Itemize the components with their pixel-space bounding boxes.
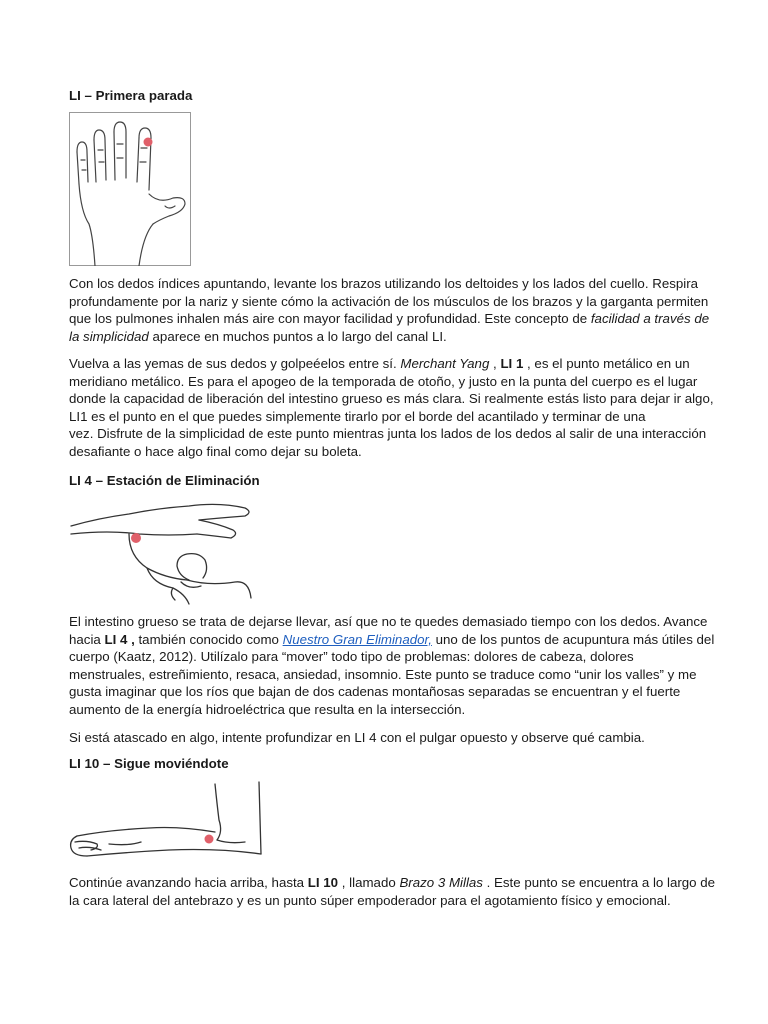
text-line: donde la capacidad de liberación del intestino grueso es más clara. Si realmente estás listo para dejar ir algo,	[69, 391, 714, 407]
text-line: la simplicidad aparece en muchos puntos a lo largo del canal LI.	[69, 328, 447, 344]
text-line: aumento de la energía hidroeléctrica que resulta en la intersección.	[69, 701, 466, 717]
text-line: gusta imaginar que los ríos que bajan de dos cadenas montañosas separadas se encuentran y el fuerte	[69, 684, 681, 700]
paragraph	[69, 874, 716, 909]
paragraph	[69, 729, 701, 747]
heading-li-primera-parada: LI – Primera parada	[69, 88, 193, 103]
text-line: menstruales, estreñimiento, resaca, ansiedad, insomnio. Este punto se traduce como “unir los valles” y me	[69, 666, 697, 682]
text-line: Con los dedos índices apuntando, levante los brazos utilizando los deltoides y los lados del cuello. Respira	[69, 276, 699, 291]
li4-point-marker	[131, 533, 141, 543]
li1-point-marker	[144, 138, 153, 147]
heading-li10-sigue: LI 10 – Sigue moviéndote	[69, 756, 229, 771]
hand-illustration-li1	[69, 112, 191, 266]
text-line: profundamente por la nariz y siente cómo la activación de los músculos de los brazos y la garganta permiten	[69, 293, 709, 309]
hand-illustration-li4	[69, 494, 255, 606]
paragraph	[69, 613, 715, 719]
text-line: vez. Disfrute de la simplicidad de este punto mientras junta los lados de los dedos al salir de una interacción	[69, 426, 707, 442]
text-line: Vuelva a las yemas de sus dedos y golpeéelos entre sí. Merchant Yang , LI 1 , es el punto metálico en un	[69, 356, 690, 371]
link-nuestro-gran-eliminador[interactable]: Nuestro Gran Eliminador,	[282, 631, 432, 647]
text-line: Si está atascado en algo, intente profundizar en LI 4 con el pulgar opuesto y observe qué cambia.	[69, 730, 645, 745]
text-line: que los pulmones inhalen más aire con mayor facilidad y profundidad. Este concepto de facilidad a través de	[69, 311, 710, 327]
text-line: meridiano metálico. Es para el apogeo de la temporada de otoño, y justo en la punta del cuerpo es el lugar	[69, 373, 698, 389]
text-line: Continúe avanzando hacia arriba, hasta LI 10 , llamado Brazo 3 Millas . Este punto se encuentra a lo largo de	[69, 875, 716, 890]
text-line: El intestino grueso se trata de dejarse llevar, así que no te quedes demasiado tiempo con los dedos. Avance	[69, 614, 708, 629]
text-line: LI1 es el punto en el que puedes simplemente tirarlo por el borde del acantilado y terminar de una	[69, 408, 646, 424]
text-line: hacia LI 4 , también conocido como Nuestro Gran Eliminador, uno de los puntos de acupuntura más útiles del	[69, 631, 715, 647]
li10-point-marker	[205, 835, 214, 844]
paragraph	[69, 355, 714, 461]
text-line: la cara lateral del antebrazo y es un punto súper empoderador para el agotamiento físico y emocional.	[69, 892, 671, 908]
heading-li4-estacion: LI 4 – Estación de Eliminación	[69, 473, 260, 488]
paragraph	[69, 275, 710, 345]
arm-illustration-li10	[69, 780, 265, 864]
text-line: cuerpo (Kaatz, 2012). Utilízalo para “mover” todo tipo de problemas: dolores de cabeza, dolores	[69, 649, 634, 665]
text-line: desafiante o hace algo final como dejar su boleta.	[69, 443, 362, 459]
